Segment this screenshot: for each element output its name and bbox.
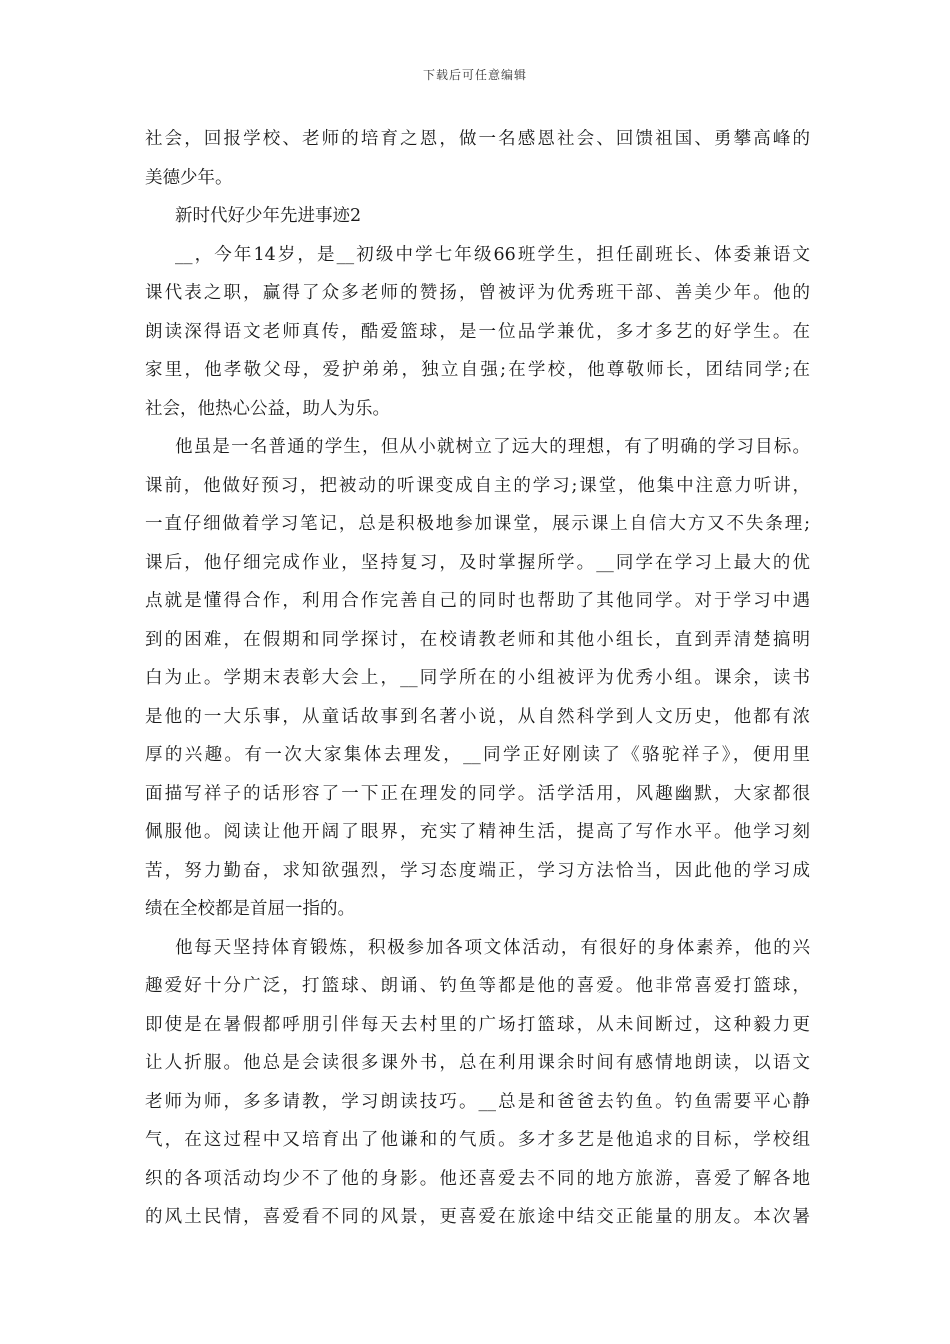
text-line: 气，在这过程中又培育出了他谦和的气质。多才多艺是他追求的目标，学校组 xyxy=(145,1130,810,1150)
text-line: 面描写祥子的话形容了一下正在理发的同学。活学活用，风趣幽默，大家都很 xyxy=(145,783,810,804)
text-line: 到的困难，在假期和同学探讨，在校请教老师和其他小组长，直到弄清楚搞明 xyxy=(145,629,810,650)
text-line: 课后，他仔细完成作业，坚持复习，及时掌握所学。__同学在学习上最大的优 xyxy=(145,552,810,573)
text-line: 苦，努力勤奋，求知欲强烈，学习态度端正，学习方法恰当，因此他的学习成 xyxy=(145,860,810,881)
text-line: __，今年14岁，是__初级中学七年级66班学生，担任副班长、体委兼语文 xyxy=(175,244,810,265)
text-line: 趣爱好十分广泛，打篮球、朗诵、钓鱼等都是他的喜爱。他非常喜爱打篮球， xyxy=(145,976,810,996)
text-line: 老师为师，多多请教，学习朗读技巧。__总是和爸爸去钓鱼。钓鱼需要平心静 xyxy=(145,1091,810,1112)
text-line: 课代表之职，赢得了众多老师的赞扬，曾被评为优秀班干部、善美少年。他的 xyxy=(145,283,810,303)
text-line: 社会，他热心公益，助人为乐。 xyxy=(145,398,390,419)
text-line: 美德少年。 xyxy=(145,167,233,188)
text-line: 佩服他。阅读让他开阔了眼界，充实了精神生活，提高了写作水平。他学习刻 xyxy=(145,822,810,842)
text-line: 他虽是一名普通的学生，但从小就树立了远大的理想，有了明确的学习目标。 xyxy=(175,437,810,457)
text-line: 朗读深得语文老师真传，酷爱篮球，是一位品学兼优，多才多艺的好学生。在 xyxy=(145,321,810,342)
page-header: 下载后可任意编辑 xyxy=(422,68,527,82)
text-line: 他每天坚持体育锻炼，积极参加各项文体活动，有很好的身体素养，他的兴 xyxy=(175,937,810,958)
text-line: 的风土民情，喜爱看不同的风景，更喜爱在旅途中结交正能量的朋友。本次暑 xyxy=(145,1207,810,1227)
document-body xyxy=(145,120,810,1237)
text-line: 课前，他做好预习，把被动的听课变成自主的学习;课堂，他集中注意力听讲， xyxy=(145,475,810,496)
text-line: 厚的兴趣。有一次大家集体去理发，__同学正好刚读了《骆驼祥子》，便用里 xyxy=(145,745,810,765)
text-line: 社会，回报学校、老师的培育之恩，做一名感恩社会、回馈祖国、勇攀高峰的 xyxy=(145,129,810,149)
text-line: 是他的一大乐事，从童话故事到名著小说，从自然科学到人文历史，他都有浓 xyxy=(145,706,810,727)
text-line: 新时代好少年先进事迹2 xyxy=(175,206,362,226)
text-line: 即使是在暑假都呼朋引伴每天去村里的广场打篮球，从未间断过，这种毅力更 xyxy=(145,1014,810,1035)
text-line: 白为止。学期末表彰大会上，__同学所在的小组被评为优秀小组。课余，读书 xyxy=(145,668,810,688)
text-line: 点就是懂得合作，利用合作完善自己的同时也帮助了其他同学。对于学习中遇 xyxy=(145,591,810,611)
text-line: 让人折服。他总是会读很多课外书，总在利用课余时间有感情地朗读，以语文 xyxy=(145,1053,810,1073)
text-line: 家里，他孝敬父母，爱护弟弟，独立自强;在学校，他尊敬师长，团结同学;在 xyxy=(145,360,810,380)
text-line: 绩在全校都是首屈一指的。 xyxy=(145,899,355,919)
text-line: 织的各项活动均少不了他的身影。他还喜爱去不同的地方旅游，喜爱了解各地 xyxy=(145,1168,810,1189)
text-line: 一直仔细做着学习笔记，总是积极地参加课堂，展示课上自信大方又不失条理; xyxy=(145,514,810,534)
